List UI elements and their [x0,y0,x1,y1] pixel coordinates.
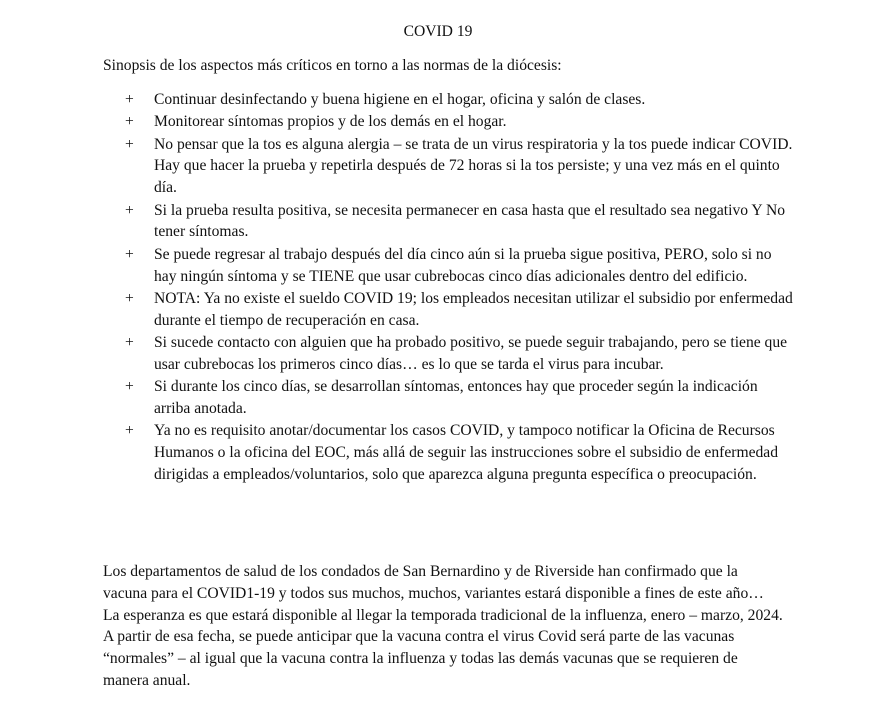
list-item [103,420,793,485]
closing-paragraph: Los departamentos de salud de los condados de San Bernardino y de Riverside han confirmado que la vacuna para el COVID1-19 y todos sus muchos, muchos, variantes estará disponible a fines de este año… La esperanza es que estará disponible al llegar la temporada tradicional de la influenza, enero – marzo, 2024. A partir de esa fecha, se puede anticipar que la vacuna contra el virus Covid será parte de las vacunas “normales” – al igual que la vacuna contra la influenza y todas las demás vacunas que se requieren de manera anual. [103,563,783,689]
page-title: COVID 19 [403,23,473,40]
list-item-text: Se puede regresar al trabajo después del día cinco aún si la prueba sigue positiva, PERO, solo si no hay ningún síntoma y se TIENE que usar cubrebocas cinco días adicionales dentro del edificio. [154,245,772,285]
intro-paragraph: Sinopsis de los aspectos más críticos en torno a las normas de la diócesis: [103,57,562,74]
list-item-text: Continuar desinfectando y buena higiene en el hogar, oficina y salón de clases. [154,91,646,108]
bullet-marker: + [125,245,134,263]
list-item-text: Si la prueba resulta positiva, se necesita permanecer en casa hasta que el resultado sea negativo Y No tener síntomas. [154,201,786,241]
list-item [103,244,793,288]
list-item [103,89,793,111]
list-item-text: Si sucede contacto con alguien que ha probado positivo, se puede seguir trabajando, pero se tiene que usar cubrebocas los primeros cinco días… es lo que se tarda el virus para incubar. [154,334,788,373]
guidelines-list [103,89,793,486]
bullet-marker: + [125,289,134,307]
list-item-text: Si durante los cinco días, se desarrollan síntomas, entonces hay que proceder según la indicación arriba anotada. [154,378,758,417]
list-item-text: NOTA: Ya no existe el sueldo COVID 19; los empleados necesitan utilizar el subsidio por enfermedad durante el tiempo de recuperación en casa. [154,289,793,329]
bullet-marker: + [125,201,134,219]
list-item [103,134,793,199]
list-item [103,376,793,420]
bullet-marker: + [125,113,134,131]
list-item [103,288,793,332]
list-item-text: No pensar que la tos es alguna alergia – se trata de un virus respiratoria y la tos puede indicar COVID. Hay que hacer la prueba y repetirla después de 72 horas si la tos persiste; y una vez más en el quinto día. [154,135,793,197]
bullet-marker: + [125,135,134,153]
bullet-marker: + [125,422,134,440]
list-item [103,111,793,133]
list-item-text: Ya no es requisito anotar/documentar los casos COVID, y tampoco notificar la Oficina de Recursos Humanos o la oficina del EOC, más allá de seguir las instrucciones sobre el subsidio de enfermedad dirigidas a empleados/voluntarios, solo que aparezca alguna pregunta específica o preocupación. [154,422,779,483]
list-item [103,200,793,244]
list-item-text: Monitorear síntomas propios y de los demás en el hogar. [154,113,507,131]
list-item [103,332,793,376]
bullet-marker: + [125,378,134,396]
bullet-marker: + [125,91,134,108]
bullet-marker: + [125,334,134,352]
